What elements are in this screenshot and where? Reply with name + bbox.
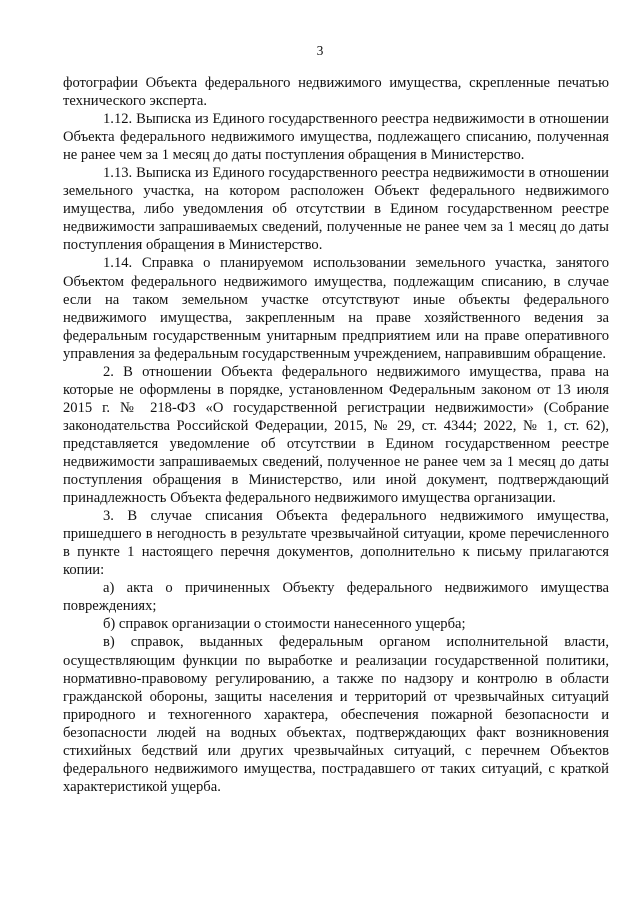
paragraph-3-a: а) акта о причиненных Объекту федерального недвижимого имущества повреждениях; [63,580,609,615]
paragraph-3-b: б) справок организации о стоимости нанесенного ущерба; [103,616,466,633]
paragraph-3-v: в) справок, выданных федеральным органом исполнительной власти, осуществляющим функции по выработке и реализации государственной политики, нормативно-правовому регулированию, а также по надзору и контролю в области гражданской обороны, защиты населения и территорий от чрезвычайных ситуаций природного и техногенного характера, обеспечения пожарной безопасности и безопасности людей на водных объектах, подтверждающих факт возникновения стихийных бедствий или других чрезвычайных ситуаций, с перечнем Объектов федерального недвижимого имущества, пострадавшего от таких ситуаций, с краткой характеристикой ущерба. [63,634,609,795]
paragraph-photos-continuation: фотографии Объекта федерального недвижимого имущества, скрепленные печатью технического эксперта. [63,75,609,110]
paragraph-1-12: 1.12. Выписка из Единого государственного реестра недвижимости в отношении Объекта федерального недвижимого имущества, подлежащего списанию, полученная не ранее чем за 1 месяц до даты поступления обращения в Министерство. [63,111,609,164]
paragraph-1-13: 1.13. Выписка из Единого государственного реестра недвижимости в отношении земельного участка, на котором расположен Объект федерального недвижимого имущества, либо уведомления об отсутствии в Едином государственном реестре недвижимости запрашиваемых сведений, полученные не ранее чем за 1 месяц до даты поступления обращения в Министерство. [63,165,609,254]
paragraph-1-14: 1.14. Справка о планируемом использовании земельного участка, занятого Объектом федерального недвижимого имущества, подлежащим списанию, в случае если на таком земельном участке отсутствуют иные объекты федерального недвижимого имущества, закрепленным на праве хозяйственного ведения за федеральным государственным унитарным предприятием или на праве оперативного управления за федеральным государственным учреждением, направившим обращение. [63,255,609,362]
paragraph-3: 3. В случае списания Объекта федерального недвижимого имущества, пришедшего в негодность в результате чрезвычайной ситуации, кроме перечисленного в пункте 1 настоящего перечня документов, дополнительно к письму прилагаются копии: [63,508,609,579]
paragraph-2: 2. В отношении Объекта федерального недвижимого имущества, права на которые не оформлены в порядке, установленном Федеральным законом от 13 июля 2015 г. № 218-ФЗ «О государственной регистрации недвижимости» (Собрание законодательства Российской Федерации, 2015, № 29, ст. 4344; 2022, № 1, ст. 62), представляется уведомление об отсутствии в Едином государственном реестре недвижимости запрашиваемых сведений, полученное не ранее чем за 1 месяц до даты поступления обращения в Министерство, или иной документ, подтверждающий принадлежность Объекта федерального недвижимого имущества организации. [63,363,609,507]
page-number: 3 [316,43,324,58]
document-body [63,74,609,796]
